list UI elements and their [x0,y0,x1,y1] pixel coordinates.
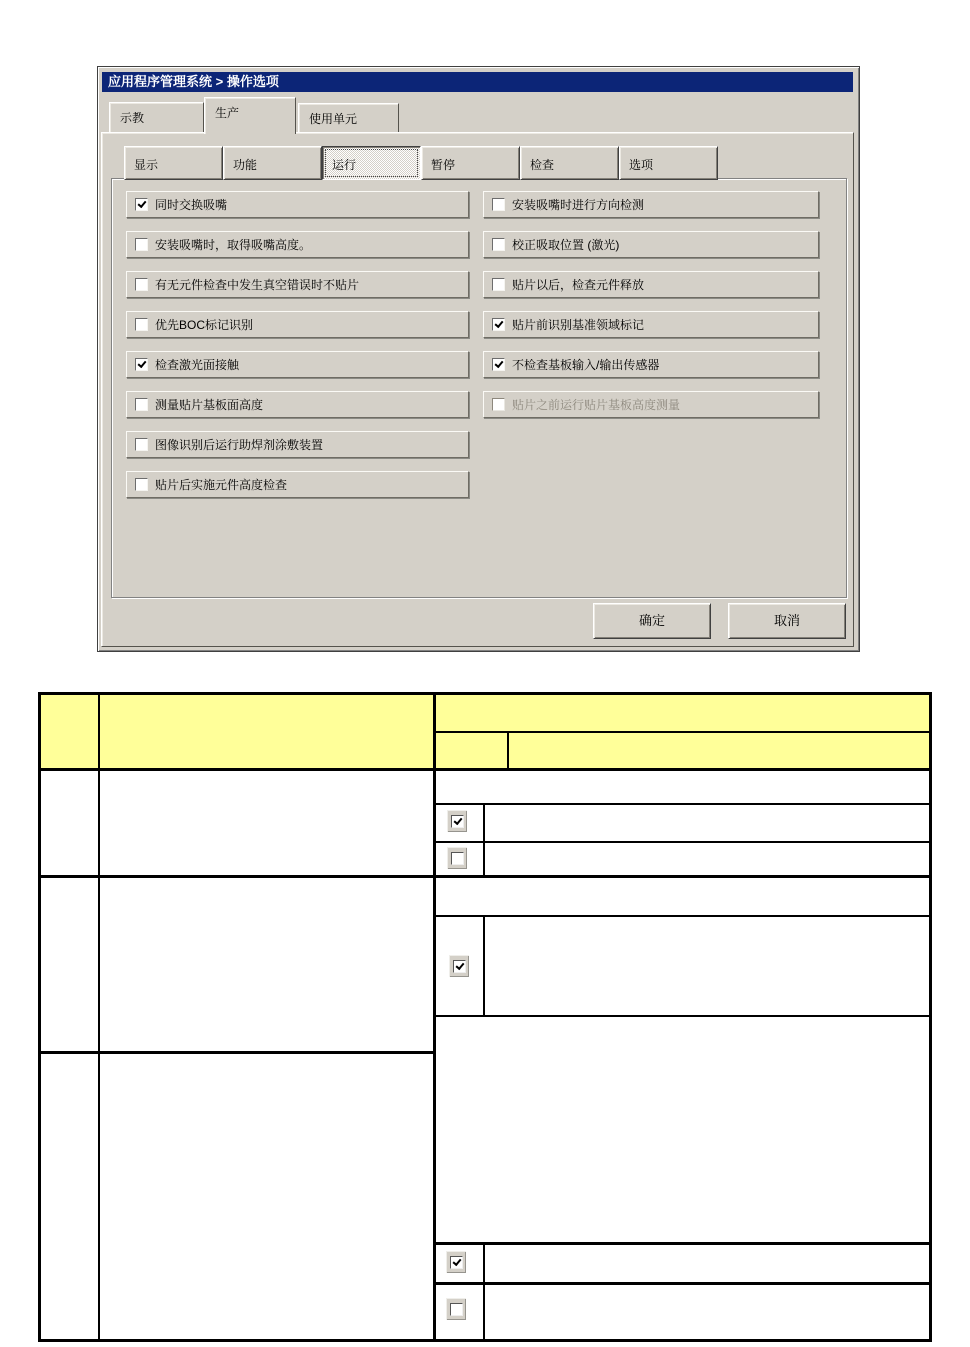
check-mark-icon [452,1256,461,1265]
checkbox-icon[interactable] [135,198,148,211]
option-simultaneous-nozzle-exchange[interactable] [126,191,469,218]
table-checkbox-checked-icon [447,810,467,832]
option-label: 不检查基板输入/输出传感器 [512,358,660,372]
group-divider [41,875,929,878]
option-recognize-fiducial-before-place[interactable] [483,311,819,338]
option-label: 安装吸嘴时，取得吸嘴高度。 [155,238,312,252]
option-flux-unit-after-vision[interactable] [126,431,469,458]
checkbox-icon[interactable] [135,478,148,491]
checkbox-icon[interactable] [135,318,148,331]
cancel-button[interactable]: 取消 [728,603,846,639]
checkbox-icon[interactable] [492,318,505,331]
option-label: 校正吸取位置 (激光) [512,238,620,252]
option-label: 图像识别后运行助焊剂涂敷装置 [155,438,324,452]
check-mark-icon [495,359,504,368]
subtab-option-button[interactable] [619,146,718,180]
checkbox-icon[interactable] [135,238,148,251]
subtab-display-button[interactable] [124,146,223,180]
option-measure-board-surface-height[interactable] [126,391,469,418]
row-divider [436,1282,929,1285]
option-label: 安装吸嘴时进行方向检测 [512,198,645,212]
checkbox-icon [492,398,505,411]
checkbox-icon[interactable] [492,238,505,251]
checkbox-box [450,1303,463,1316]
checkbox-icon[interactable] [135,278,148,291]
table-checkbox-unchecked-icon [446,1298,466,1320]
checkbox-icon[interactable] [492,278,505,291]
checkbox-icon[interactable] [135,398,148,411]
subtab-check-label: 检查 [530,158,555,172]
option-component-height-check-after-place[interactable] [126,471,469,498]
header-row-divider [436,731,929,733]
check-mark-icon [455,960,464,969]
subtab-check-button[interactable] [520,146,619,180]
option-label: 同时交换吸嘴 [155,198,228,212]
header-bottom-border [41,768,929,771]
column-divider [98,695,100,1339]
checkbox-column-divider [483,1242,485,1339]
check-mark-icon [453,815,462,824]
tab-teach[interactable] [109,102,204,133]
checkbox-icon[interactable] [135,438,148,451]
option-skip-board-io-sensor-check[interactable] [483,351,819,378]
tab-unit-label: 使用单元 [309,112,358,126]
tab-teach-label: 示教 [120,111,145,125]
subtab-function-button[interactable] [223,146,322,180]
checkbox-column-divider [483,915,485,1015]
table-checkbox-unchecked-icon [447,847,467,869]
table-checkbox-checked-icon [449,955,469,977]
option-label: 贴片之前运行贴片基板高度测量 [512,398,681,412]
option-label: 测量贴片基板面高度 [155,398,264,412]
option-no-place-on-vacuum-error[interactable] [126,271,469,298]
option-board-height-measure-before-place [483,391,819,418]
option-label: 贴片以后，检查元件释放 [512,278,645,292]
subtab-function-label: 功能 [233,158,258,172]
check-mark-icon [495,319,504,328]
subtab-display-label: 显示 [134,158,159,172]
option-direction-check-on-nozzle-install[interactable] [483,191,819,218]
option-label: 优先BOC标记识别 [155,318,254,332]
checkbox-icon[interactable] [135,358,148,371]
subtab-run-label: 运行 [332,158,357,172]
option-label: 有无元件检查中发生真空错误时不贴片 [155,278,360,292]
tab-production-label: 生产 [215,106,240,120]
row-divider [436,1242,929,1245]
dialog-titlebar: 应用程序管理系统 > 操作选项 [102,72,853,92]
option-label: 贴片后实施元件高度检查 [155,478,288,492]
subtab-pause-button[interactable] [421,146,520,180]
option-label: 检查激光面接触 [155,358,240,372]
option-pickup-position-correction-laser[interactable] [483,231,819,258]
tab-production[interactable] [204,97,296,134]
checkbox-box [453,960,466,973]
checkbox-icon[interactable] [492,358,505,371]
checkbox-box [451,815,464,828]
option-label: 贴片前识别基准领域标记 [512,318,645,332]
table-checkbox-checked-icon [446,1251,466,1273]
row-divider [436,841,929,843]
option-laser-contact-check[interactable] [126,351,469,378]
checkbox-box [451,852,464,865]
tab-unit[interactable] [298,103,399,133]
subtab-pause-label: 暂停 [431,158,456,172]
check-mark-icon [138,359,147,368]
subtab-option-label: 选项 [629,158,654,172]
reference-table [38,692,932,1342]
option-check-component-release-after-place[interactable] [483,271,819,298]
checkbox-box [450,1256,463,1269]
row-divider [436,1015,929,1017]
row-divider [436,915,929,917]
ok-button[interactable]: 确定 [593,603,711,639]
group-divider [41,1051,433,1054]
check-mark-icon [138,199,147,208]
subtab-run-button[interactable] [322,146,421,180]
checkbox-icon[interactable] [492,198,505,211]
row-divider [436,803,929,805]
options-dialog [97,66,860,652]
option-boc-mark-priority[interactable] [126,311,469,338]
checkbox-column-divider [483,803,485,875]
option-get-nozzle-height-on-install[interactable] [126,231,469,258]
header-sub-divider [507,731,509,768]
